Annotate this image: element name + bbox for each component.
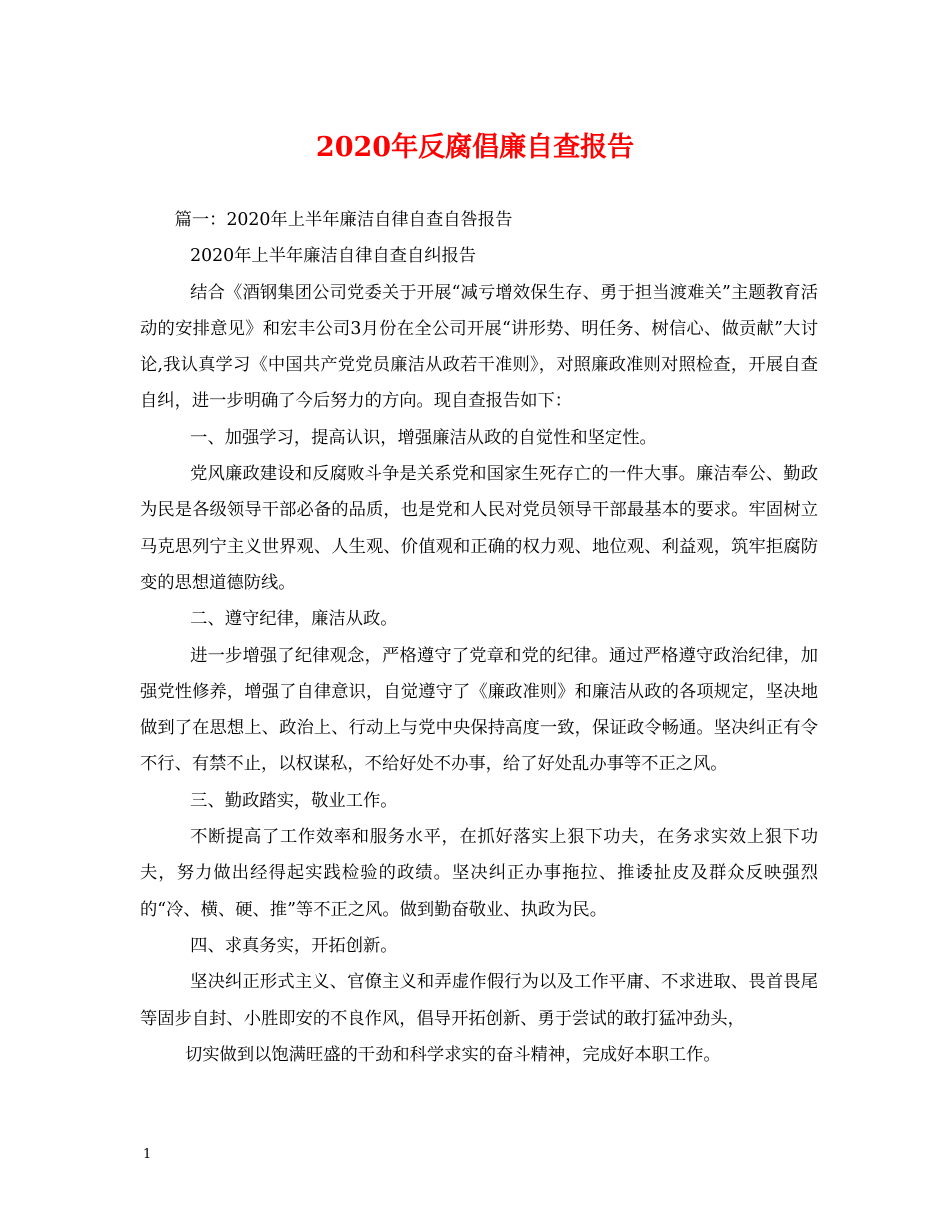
report-subtitle: 2020年上半年廉洁自律自查自纠报告: [190, 246, 477, 267]
paragraph-one: 党风廉政建设和反腐败斗争是关系党和国家生死存亡的一件大事。廉洁奉公、勤政为民是各级领导干部必备的品质，也是党和人民对党员领导干部最基本的要求。牢固树立马克思列宁主义世界观、人生观、价值观和正确的权力观、地位观、利益观，筑牢拒腐防变的思想道德防线。: [140, 464, 818, 593]
closing-paragraph: 切实做到以饱满旺盛的干劲和科学求实的奋斗精神，完成好本职工作。: [184, 1044, 721, 1065]
paragraph-two: 进一步增强了纪律观念，严格遵守了党章和党的纪律。通过严格遵守政治纪律，加强党性修养，增强了自律意识，自觉遵守了《廉政准则》和廉洁从政的各项规定，坚决地做到了在思想上、政治上、行动上与党中央保持高度一致，保证政令畅通。坚决纠正有令不行、有禁不止，以权谋私，不给好处不办事，给了好处乱办事等不正之风。: [140, 645, 818, 775]
intro-paragraph: 结合《酒钢集团公司党委关于开展“减亏增效保生存、勇于担当渡难关”主题教育活动的安排意见》和宏丰公司3月份在全公司开展“讲形势、明任务、树信心、做贡献”大讨论,我认真学习《中国共产党党员廉洁从政若干准则》，对照廉政准则对照检查，开展自查自纠，进一步明确了今后努力的方向。现自查报告如下：: [140, 282, 818, 412]
heading-two: 二、遵守纪律，廉洁从政。: [190, 609, 398, 630]
heading-three: 三、勤政踏实，敬业工作。: [190, 790, 398, 811]
paragraph-three: 不断提高了工作效率和服务水平，在抓好落实上狠下功夫，在务求实效上狠下功夫，努力做出经得起实践检验的政绩。坚决纠正办事拖拉、推诿扯皮及群众反映强烈的“冷、横、硬、推”等不正之风。做到勤奋敬业、执政为民。: [140, 827, 818, 920]
document-title: 2020年反腐倡廉自查报告: [315, 132, 635, 163]
heading-one: 一、加强学习，提高认识，增强廉洁从政的自觉性和坚定性。: [190, 427, 657, 448]
page-number: 1: [143, 1147, 152, 1162]
paragraph-four: 坚决纠正形式主义、官僚主义和弄虚作假行为以及工作平庸、不求进取、畏首畏尾等固步自封、小胜即安的不良作风，倡导开拓创新、勇于尝试的敢打猛冲劲头，: [140, 972, 818, 1029]
document-body: [140, 202, 818, 1073]
section-heading-part-one: 篇一：2020年上半年廉洁自律自查自咎报告: [174, 210, 513, 230]
heading-four: 四、求真务实，开拓创新。: [190, 935, 398, 956]
